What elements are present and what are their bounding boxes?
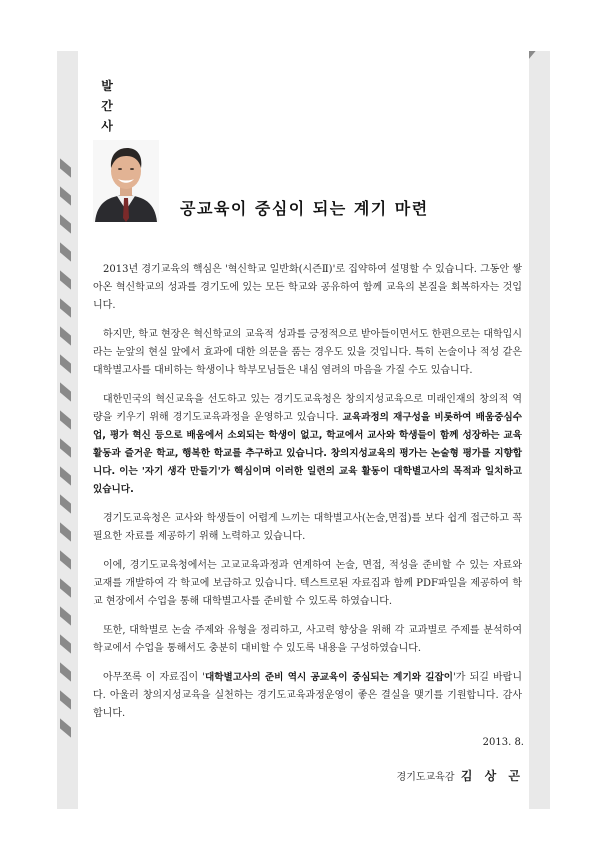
paragraph: 이에, 경기도교육청에서는 고교교육과정과 연계하여 논술, 면접, 적성을 준비할 수 있는 자료와 교재를 개발하여 각 학교에 보급하고 있습니다. 텍스트로된 자료집과 함께 PDF파일을 제공하여 학교 현장에서 수업을 통해 대학별고사를 준비할 수 있도록 하였습니다.: [93, 560, 522, 607]
paragraph-text: 대한민국의 혁신교육을 선도하고 있는 경기도교육청은 창의지성교육으로 미래인재의 창의적 역량을 키우기 위해 경기도교육과정을 운영하고 있습니다.: [93, 394, 522, 423]
section-label-char: 발: [101, 79, 113, 93]
page-title: 공교육이 중심이 되는 계기 마련: [180, 199, 429, 218]
signer-title: 경기도교육감: [396, 772, 455, 783]
paragraph: 2013년 경기교육의 핵심은 '혁신학교 일반화(시즌Ⅱ)'로 집약하여 설명할 수 있습니다. 그동안 쌓아온 혁신학교의 성과를 경기도에 있는 모든 학교와 공유하여 함께 교육의 본질을 회복하자는 것입니다.: [93, 264, 522, 311]
frame-stripe: [60, 578, 71, 597]
frame-stripe: [60, 494, 71, 513]
frame-stripe: [60, 522, 71, 541]
frame-stripe: [60, 270, 71, 289]
paragraph-text: 아무쪼록 이 자료집이 ': [103, 672, 206, 683]
author-portrait: [93, 140, 159, 222]
paragraph: [93, 669, 522, 723]
frame-stripe: [60, 662, 71, 681]
frame-stripe: [60, 438, 71, 457]
bold-emphasis: 대학별고사의 준비 역시 공교육이 중심되는 계기와 길잡이: [205, 672, 454, 683]
frame-stripe: [60, 354, 71, 373]
frame-stripe: [60, 214, 71, 233]
frame-stripe: [60, 550, 71, 569]
letter-body: [93, 261, 522, 734]
paragraph: 경기도교육청은 교사와 학생들이 어렵게 느끼는 대학별고사(논술,면접)를 보다 쉽게 접근하고 꼭 필요한 자료를 제공하기 위해 노력하고 있습니다.: [93, 513, 522, 542]
frame-stripe: [60, 466, 71, 485]
frame-stripe: [60, 410, 71, 429]
frame-stripe: [60, 242, 71, 261]
frame-stripe: [60, 186, 71, 205]
section-label: [98, 76, 116, 136]
frame-stripe: [60, 690, 71, 709]
signature-line: [397, 767, 524, 784]
frame-stripe: [60, 718, 71, 737]
bold-emphasis: 교육과정의 재구성을 비롯하여 배움중심수업, 평가 혁신 등으로 배움에서 소외되는 학생이 없고, 학교에서 교사와 학생들이 함께 성장하는 교육 활동과 즐거운 학교, 행복한 학교를 추구하고 있습니다. 창의지성교육의 평가는 논술형 평가를 지향합니다. 이는 '자기 생각 만들기'가 핵심이며 이러한 일련의 교육 활동이 대학별고사의 목적과 일치하고 있습니다.: [93, 412, 522, 495]
portrait-image: [93, 140, 159, 222]
signer-name: 김 상 곤: [460, 769, 524, 783]
paragraph-text: '가 되길 바랍니다. 아울러 창의지성교육을 실천하는 경기도교육과정운영이 좋은 결실을 맺기를 기원합니다. 감사합니다.: [93, 672, 522, 719]
frame-stripe: [60, 326, 71, 345]
frame-stripe: [60, 298, 71, 317]
section-label-char: 간: [101, 99, 113, 113]
paragraph: 또한, 대학별로 논술 주제와 유형을 정리하고, 사고력 향상을 위해 각 교과별로 주제를 분석하여 학교에서 수업을 통해서도 충분히 대비할 수 있도록 내용을 구성하였습니다.: [93, 625, 522, 654]
frame-stripe: [60, 158, 71, 177]
frame-stripe: [60, 606, 71, 625]
paragraph: 하지만, 학교 현장은 혁신학교의 교육적 성과를 긍정적으로 받아들이면서도 한편으로는 대학입시라는 눈앞의 현실 앞에서 효과에 대한 의문을 품는 경우도 있을 것입니다. 특히 논술이나 적성 같은 대학별고사를 대비하는 학생이나 학부모님들은 내심 염려의 마음을 가질 수도 있습니다.: [93, 329, 522, 376]
publication-date: 2013. 8.: [482, 737, 524, 748]
frame-stripe: [60, 634, 71, 653]
frame-stripe: [60, 382, 71, 401]
section-label-char: 사: [101, 119, 113, 133]
paragraph: [93, 391, 522, 499]
